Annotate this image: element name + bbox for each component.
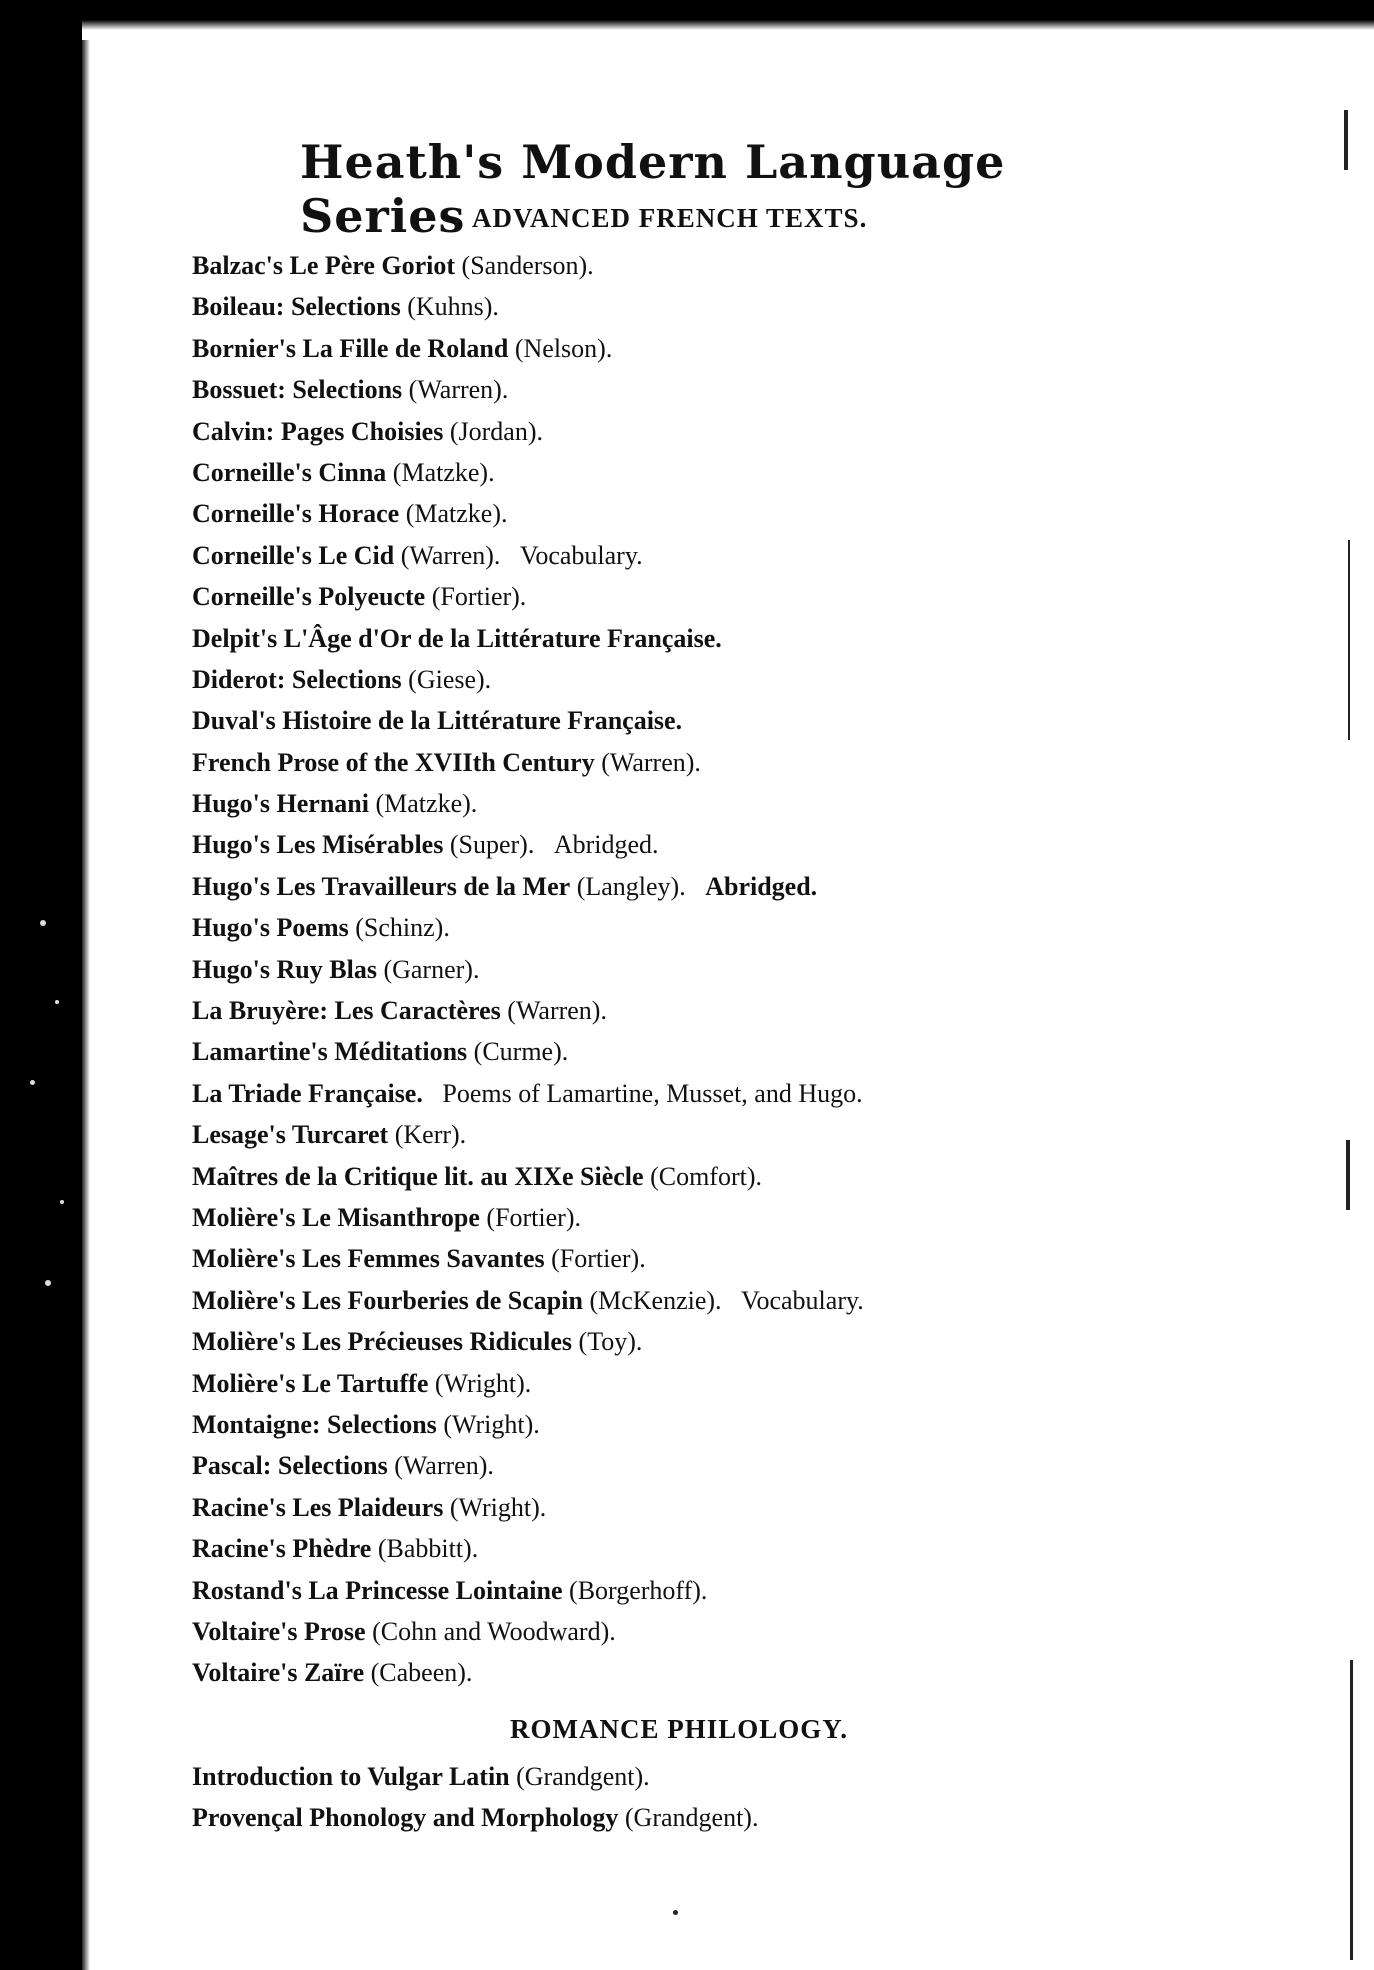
- item-title: Lesage's Turcaret: [192, 1120, 389, 1150]
- list-item: [192, 1570, 864, 1611]
- item-editor: (Comfort).: [650, 1161, 762, 1191]
- list-item: [192, 411, 864, 452]
- item-title: La Bruyère: Les Caractères: [192, 996, 501, 1026]
- item-editor: (Matzke).: [392, 457, 495, 487]
- list-item: [192, 1280, 864, 1321]
- item-editor: (Grandgent).: [516, 1762, 650, 1791]
- list-item: [192, 328, 864, 369]
- item-editor: (Wright).: [434, 1368, 532, 1398]
- item-title: Hugo's Hernani: [192, 789, 369, 819]
- item-editor: (Kerr).: [394, 1120, 467, 1150]
- item-title: Delpit's L'Âge d'Or de la Littérature Française.: [192, 623, 722, 653]
- item-title: French Prose of the XVIIth Century: [192, 747, 595, 777]
- item-editor: (Cohn and Woodward).: [372, 1616, 616, 1646]
- item-editor: (Fortier).: [551, 1244, 646, 1274]
- item-note: Abridged.: [705, 871, 818, 901]
- list-item: [192, 700, 864, 741]
- list-item: [192, 1363, 864, 1404]
- scan-border-top-fade: [0, 20, 1374, 30]
- item-title: Corneille's Polyeucte: [192, 582, 426, 612]
- item-editor: (Babbitt).: [377, 1534, 479, 1564]
- list-item: [192, 1321, 864, 1362]
- item-editor: (Curme).: [473, 1037, 569, 1067]
- item-title: Corneille's Le Cid: [192, 540, 395, 570]
- scan-edge-mark: [1346, 1140, 1350, 1210]
- item-editor: (Schinz).: [355, 913, 450, 943]
- item-title: La Triade Française.: [192, 1078, 423, 1108]
- item-title: Lamartine's Méditations: [192, 1037, 468, 1067]
- scan-edge-mark: [1350, 1660, 1353, 1960]
- item-editor: (Cabeen).: [370, 1658, 473, 1688]
- item-editor: (Super).: [449, 830, 535, 860]
- list-item: [192, 1797, 758, 1838]
- section-heading-advanced-french: ADVANCED FRENCH TEXTS.: [472, 203, 868, 233]
- list-item: [192, 907, 864, 948]
- advanced-french-texts-list: [192, 245, 864, 1694]
- item-title: Molière's Le Tartuffe: [192, 1368, 429, 1398]
- scan-speckle: [55, 1000, 59, 1004]
- item-title: Diderot: Selections: [192, 664, 402, 694]
- list-item: [192, 1611, 864, 1652]
- item-editor: (Warren).: [601, 747, 701, 777]
- item-editor: (Fortier).: [431, 582, 527, 612]
- list-item: [192, 535, 864, 576]
- list-item: [192, 783, 864, 824]
- list-item: [192, 245, 864, 286]
- list-item: [192, 369, 864, 410]
- list-item: [192, 452, 864, 493]
- item-note: Vocabulary.: [519, 540, 643, 570]
- list-item: [192, 1238, 864, 1279]
- list-item: [192, 990, 864, 1031]
- item-editor: (Sanderson).: [461, 251, 594, 280]
- scan-edge-mark: [1344, 110, 1348, 170]
- item-title: Molière's Les Femmes Savantes: [192, 1244, 545, 1274]
- item-title: Pascal: Selections: [192, 1451, 388, 1481]
- item-title: Balzac's Le Père Goriot: [192, 251, 456, 280]
- item-title: Hugo's Les Misérables: [192, 830, 444, 860]
- item-title: Montaigne: Selections: [192, 1409, 437, 1439]
- scan-speckle: [45, 1280, 51, 1286]
- list-item: [192, 659, 864, 700]
- list-item: [192, 1114, 864, 1155]
- item-editor: (Toy).: [578, 1327, 643, 1357]
- item-note: Abridged.: [553, 830, 659, 860]
- list-item: [192, 286, 864, 327]
- item-editor: (Warren).: [408, 375, 509, 405]
- item-editor: (Matzke).: [405, 499, 508, 529]
- item-title: Hugo's Les Travailleurs de la Mer: [192, 871, 571, 901]
- item-editor: (Kuhns).: [407, 292, 499, 322]
- list-item: [192, 1652, 864, 1693]
- item-title: Maîtres de la Critique lit. au XIXe Siècle: [192, 1161, 644, 1191]
- romance-philology-list: [192, 1756, 758, 1839]
- list-item: [192, 1487, 864, 1528]
- scan-border-top: [0, 0, 1374, 20]
- list-item: [192, 1031, 864, 1072]
- item-editor: (Nelson).: [514, 333, 613, 363]
- scan-border-left-fade: [82, 40, 90, 1970]
- item-title: Voltaire's Prose: [192, 1616, 366, 1646]
- item-editor: (Warren).: [394, 1451, 494, 1481]
- item-note: Vocabulary.: [741, 1285, 864, 1315]
- item-title: Racine's Phèdre: [192, 1534, 372, 1564]
- item-editor: (Garner).: [383, 954, 480, 984]
- list-item: [192, 576, 864, 617]
- list-item: [192, 1404, 864, 1445]
- item-title: Duval's Histoire de la Littérature Française.: [192, 706, 683, 736]
- item-title: Boileau: Selections: [192, 292, 401, 322]
- item-editor: Poems of Lamartine, Musset, and Hugo.: [442, 1078, 863, 1108]
- list-item: [192, 1756, 758, 1797]
- item-editor: (Fortier).: [486, 1202, 581, 1232]
- list-item: [192, 618, 864, 659]
- item-title: Hugo's Ruy Blas: [192, 954, 377, 984]
- scan-border-left: [0, 0, 82, 1970]
- scan-edge-mark: [1348, 540, 1350, 740]
- list-item: [192, 824, 864, 865]
- item-editor: (Matzke).: [375, 789, 478, 819]
- item-title: Racine's Les Plaideurs: [192, 1492, 444, 1522]
- item-editor: (Giese).: [408, 664, 492, 694]
- list-item: [192, 866, 864, 907]
- item-title: Rostand's La Princesse Lointaine: [192, 1575, 563, 1605]
- item-title: Molière's Le Misanthrope: [192, 1202, 480, 1232]
- scan-speckle: [40, 920, 46, 926]
- item-editor: (Wright).: [443, 1409, 540, 1439]
- list-item: [192, 1073, 864, 1114]
- item-title: Calvin: Pages Choisies: [192, 416, 444, 446]
- item-title: Hugo's Poems: [192, 913, 349, 943]
- item-editor: (Langley).: [576, 871, 686, 901]
- list-item: [192, 493, 864, 534]
- item-editor: (Warren).: [400, 540, 501, 570]
- scan-speckle: [60, 1200, 64, 1204]
- list-item: [192, 949, 864, 990]
- list-item: [192, 1528, 864, 1569]
- item-title: Molière's Les Fourberies de Scapin: [192, 1285, 583, 1315]
- scan-dot: [673, 1910, 678, 1915]
- list-item: [192, 1156, 864, 1197]
- item-editor: (Wright).: [449, 1492, 547, 1522]
- list-item: [192, 742, 864, 783]
- item-editor: (McKenzie).: [589, 1285, 722, 1315]
- item-title: Introduction to Vulgar Latin: [192, 1762, 510, 1791]
- list-item: [192, 1445, 864, 1486]
- item-editor: (Jordan).: [449, 416, 543, 446]
- section-heading-romance-philology: ROMANCE PHILOLOGY.: [510, 1714, 849, 1744]
- item-title: Corneille's Horace: [192, 499, 400, 529]
- item-editor: (Borgerhoff).: [569, 1575, 708, 1605]
- item-title: Voltaire's Zaïre: [192, 1658, 365, 1688]
- item-editor: (Grandgent).: [624, 1803, 759, 1833]
- item-title: Provençal Phonology and Morphology: [192, 1803, 619, 1833]
- item-editor: (Warren).: [507, 996, 607, 1026]
- item-title: Bossuet: Selections: [192, 375, 403, 405]
- item-title: Corneille's Cinna: [192, 457, 387, 487]
- item-title: Molière's Les Précieuses Ridicules: [192, 1327, 573, 1357]
- list-item: [192, 1197, 864, 1238]
- scan-speckle: [30, 1080, 35, 1085]
- series-title: Heath's Modern Language Series: [300, 135, 1006, 243]
- item-title: Bornier's La Fille de Roland: [192, 333, 509, 363]
